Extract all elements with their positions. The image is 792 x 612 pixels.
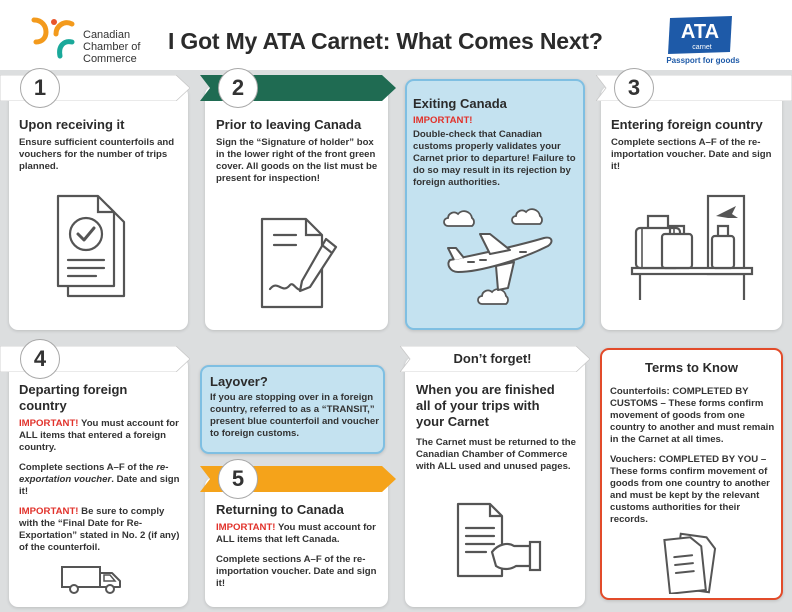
- exiting-text: IMPORTANT! Double-check that Canadian customs properly validates your Carnet prior to departure! Failure to do so may result in its rejection by foreign authorities.: [413, 115, 576, 188]
- step4-heading: Departing foreign country: [19, 382, 128, 413]
- step3-heading: Entering foreign country: [611, 117, 763, 132]
- canadian-chamber-logo-icon: [28, 16, 76, 60]
- layover-heading: Layover?: [210, 374, 268, 389]
- step3-number: 3: [614, 68, 654, 108]
- svg-text:carnet: carnet: [692, 44, 712, 51]
- terms-text: Counterfoils: COMPLETED BY CUSTOMS – These forms confirm movement of goods from one country to another and must remain in the Carnet at all times. Vouchers: COMPLETED BY YOU – These forms confirm movement of goods from one country to another and must be kept by the relevant customs authorities for their records.: [610, 386, 775, 525]
- signing-document-icon: [250, 215, 346, 311]
- step4-text: IMPORTANT! You must account for ALL items that entered a foreign country. Complete sections A–F of the re-exportation voucher. Date and sign it! IMPORTANT! Be sure to comply with the “Final Date for Re-Exportation” stated in No. 2 (if any) of the counterfoil.: [19, 418, 180, 553]
- ata-tagline: Passport for goods: [666, 56, 740, 65]
- step2-heading: Prior to leaving Canada: [216, 117, 362, 132]
- exiting-heading: Exiting Canada: [413, 96, 507, 111]
- airplane-icon: [440, 208, 558, 310]
- layover-text: If you are stopping over in a foreign country, referred to as a “TRANSIT,” present blue counterfoil and voucher to foreign customs.: [210, 392, 379, 439]
- step1-number: 1: [20, 68, 60, 108]
- step1-heading: Upon receiving it: [19, 117, 125, 132]
- step4-number: 4: [20, 339, 60, 379]
- step2-number: 2: [218, 68, 258, 108]
- page-title: I Got My ATA Carnet: What Comes Next?: [168, 28, 603, 54]
- returning-document-icon: [452, 500, 544, 580]
- dont-forget-text: The Carnet must be returned to the Canadian Chamber of Commerce with ALL used and unused pages.: [416, 437, 576, 472]
- document-checkmark-icon: [46, 192, 138, 302]
- dont-forget-heading: When you are finished all of your trips with your Carnet: [416, 382, 555, 429]
- org-name: Canadian Chamber of Commerce: [83, 29, 141, 65]
- dont-forget-banner: Don’t forget!: [453, 351, 532, 366]
- truck-icon: [60, 563, 124, 595]
- step5-number: 5: [218, 459, 258, 499]
- step5-text: IMPORTANT! You must account for ALL items that left Canada. Complete sections A–F of the re-importation voucher. Date and sign it!: [216, 522, 377, 589]
- step5-heading: Returning to Canada: [216, 502, 344, 517]
- svg-text:ATA: ATA: [680, 21, 720, 43]
- luggage-icon: [628, 192, 756, 304]
- terms-heading: Terms to Know: [645, 360, 738, 375]
- step2-text: Sign the “Signature of holder” box in the lower right of the front green cover. All goods on the list must be present for inspection!: [216, 137, 378, 184]
- papers-icon: [657, 532, 723, 594]
- step3-text: Complete sections A–F of the re-importation voucher. Date and sign it!: [611, 137, 772, 172]
- step1-text: Ensure sufficient counterfoils and vouchers for the number of trips planned.: [19, 137, 175, 172]
- header-bar: [0, 0, 792, 70]
